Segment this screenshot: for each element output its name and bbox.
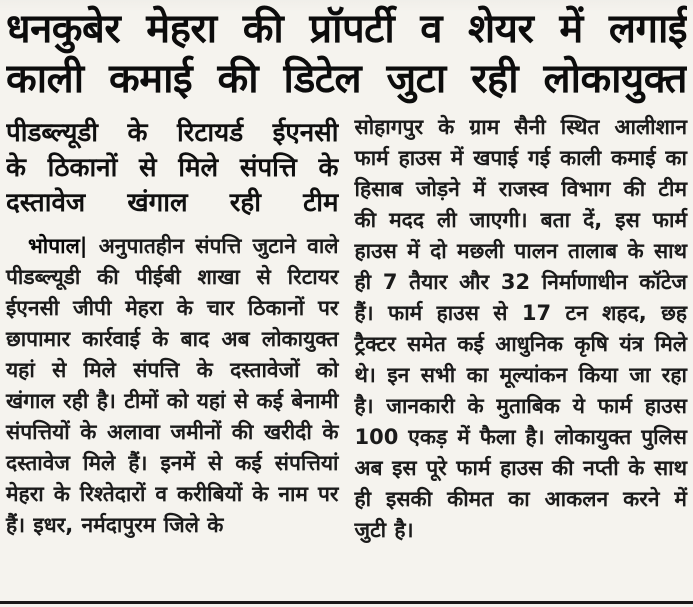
- right-column-paragraph: सोहागपुर के ग्राम सैनी स्थित आलीशान फार्म हाउस में खपाई गई काली कमाई का हिसाब जोड़ने में राजस्व विभाग की टीम की मदद ली जाएगी। बता दें, इस फार्म हाउस में दो मछली पालन तालाब के साथ ही 7 तैयार और 32 निर्माणाधीन कॉटेज हैं। फार्म हाउस से 17 टन शहद, छह ट्रैक्टर समेत कई आधुनिक कृषि यंत्र मिले थे। इन सभी का मूल्यांकन किया जा रहा है। जानकारी के मुताबिक ये फार्म हाउस 100 एकड़ में फैला है। लोकायुक्त पुलिस अब इस पूरे फार्म हाउस की नप्ती के साथ ही इसकी कीमत का आकलन करने में जुटी है।: [354, 115, 687, 542]
- headline-line-1: धनकुबेर मेहरा की प्रॉपर्टी व शेयर में लगाई: [6, 6, 687, 52]
- subheadline-line-1: पीडब्ल्यूडी के रिटायर्ड ईएनसी: [6, 118, 339, 148]
- right-column: [355, 112, 688, 546]
- subheadline-line-3: दस्तावेज खंगाल रही टीम: [6, 188, 339, 218]
- article-columns: [6, 112, 687, 546]
- bottom-rule: [0, 601, 693, 604]
- dateline: भोपाल|: [28, 234, 88, 258]
- headline-line-2: काली कमाई की डिटेल जुटा रही लोकायुक्त: [6, 56, 687, 102]
- left-column-paragraph: [6, 231, 339, 541]
- left-column-text: अनुपातहीन संपत्ति जुटाने वाले पीडब्ल्यूडी की पीईबी शाखा से रिटायर ईएनसी जीपी मेहरा के चार ठिकानों पर छापामार कार्रवाई के बाद अब लोकायुक्त यहां से मिले संपत्ति के दस्तावेजों को खंगाल रही है। टीमों को यहां से कई बेनामी संपत्तियों के अलावा जमीनों की खरीदी के दस्तावेज मिले हैं। इनमें से कई संपत्तियां मेहरा के रिश्तेदारों व करीबियों के नाम पर हैं। इधर, नर्मदापुरम जिले के: [6, 234, 339, 537]
- headline: [6, 4, 687, 104]
- left-column: [6, 112, 339, 541]
- subheadline: [6, 116, 339, 221]
- subheadline-line-2: के ठिकानों से मिले संपत्ति के: [6, 153, 339, 183]
